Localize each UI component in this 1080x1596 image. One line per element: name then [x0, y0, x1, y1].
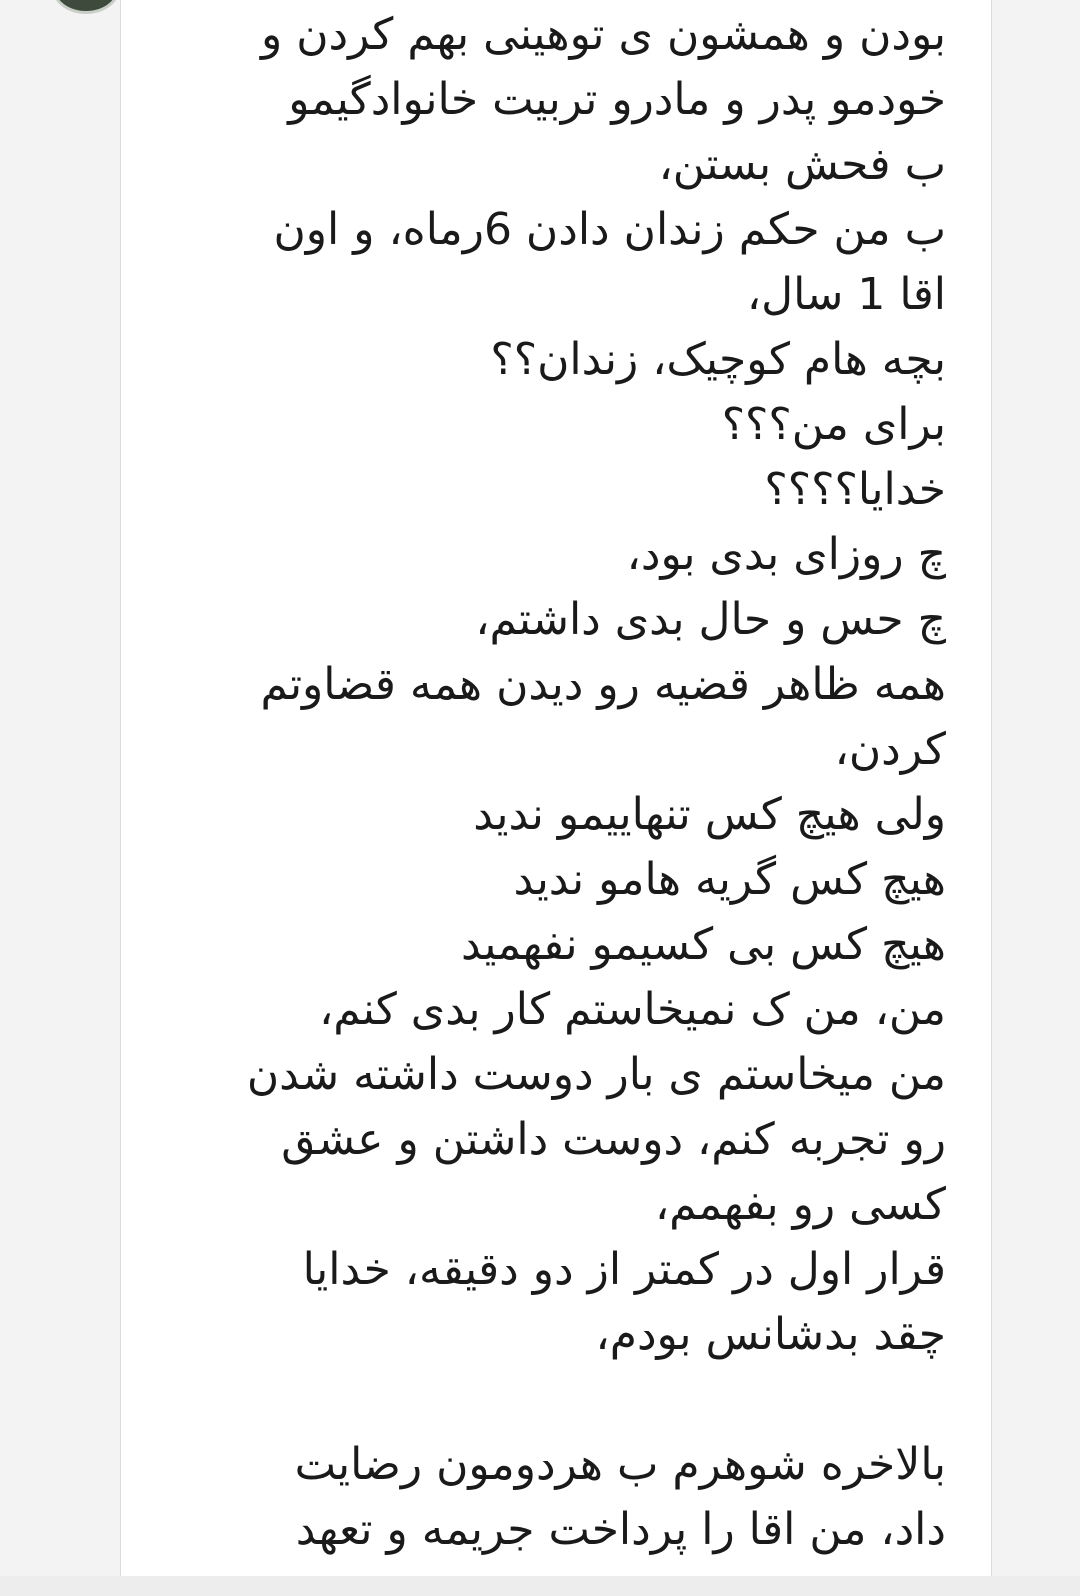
- text-line: اقا 1 سال،: [746, 269, 946, 320]
- bottom-edge: [0, 1576, 1080, 1596]
- text-line: قرار اول در کمتر از دو دقیقه، خدایا: [302, 1244, 946, 1295]
- text-line: خدایا؟؟؟؟: [764, 464, 946, 515]
- paragraph-gap: [156, 1367, 946, 1432]
- text-line: داد، من اقا را پرداخت جریمه و تعهد: [295, 1504, 946, 1555]
- text-line: بچه هام کوچیک، زندان؟؟: [490, 334, 946, 385]
- text-line: ولی هیچ کس تنهاییمو ندید: [473, 789, 946, 840]
- text-line: کردن،: [834, 724, 946, 775]
- text-line: کسی رو بفهمم،: [654, 1179, 946, 1230]
- text-line: برای من؟؟؟: [721, 399, 946, 450]
- text-line: خودمو پدر و مادرو تربیت خانوادگیمو: [288, 74, 946, 125]
- text-line: من، من ک نمیخاستم کار بدی کنم،: [319, 984, 946, 1035]
- text-line: همه ظاهر قضیه رو دیدن همه قضاوتم: [260, 659, 946, 710]
- text-line: رو تجربه کنم، دوست داشتن و عشق: [281, 1114, 946, 1165]
- post-text: [156, 2, 946, 1562]
- avatar: [52, 0, 120, 14]
- text-line: هیچ کس بی کسیمو نفهمید: [460, 919, 946, 970]
- text-line: بالاخره شوهرم ب هردومون رضایت: [294, 1439, 946, 1490]
- text-line: چ حس و حال بدی داشتم،: [475, 594, 946, 645]
- text-line: چ روزای بدی بود،: [626, 529, 946, 580]
- post-card: [120, 0, 992, 1580]
- text-line: ب من حکم زندان دادن 6رماه، و اون: [273, 204, 946, 255]
- text-line: هیچ کس گریه هامو ندید: [513, 854, 946, 905]
- text-line: چقد بدشانس بودم،: [595, 1309, 946, 1360]
- text-line: من میخاستم ی بار دوست داشته شدن: [246, 1049, 946, 1100]
- text-line: ب فحش بستن،: [658, 139, 946, 190]
- text-line: بودن و همشون ی توهینی بهم کردن و: [260, 9, 946, 60]
